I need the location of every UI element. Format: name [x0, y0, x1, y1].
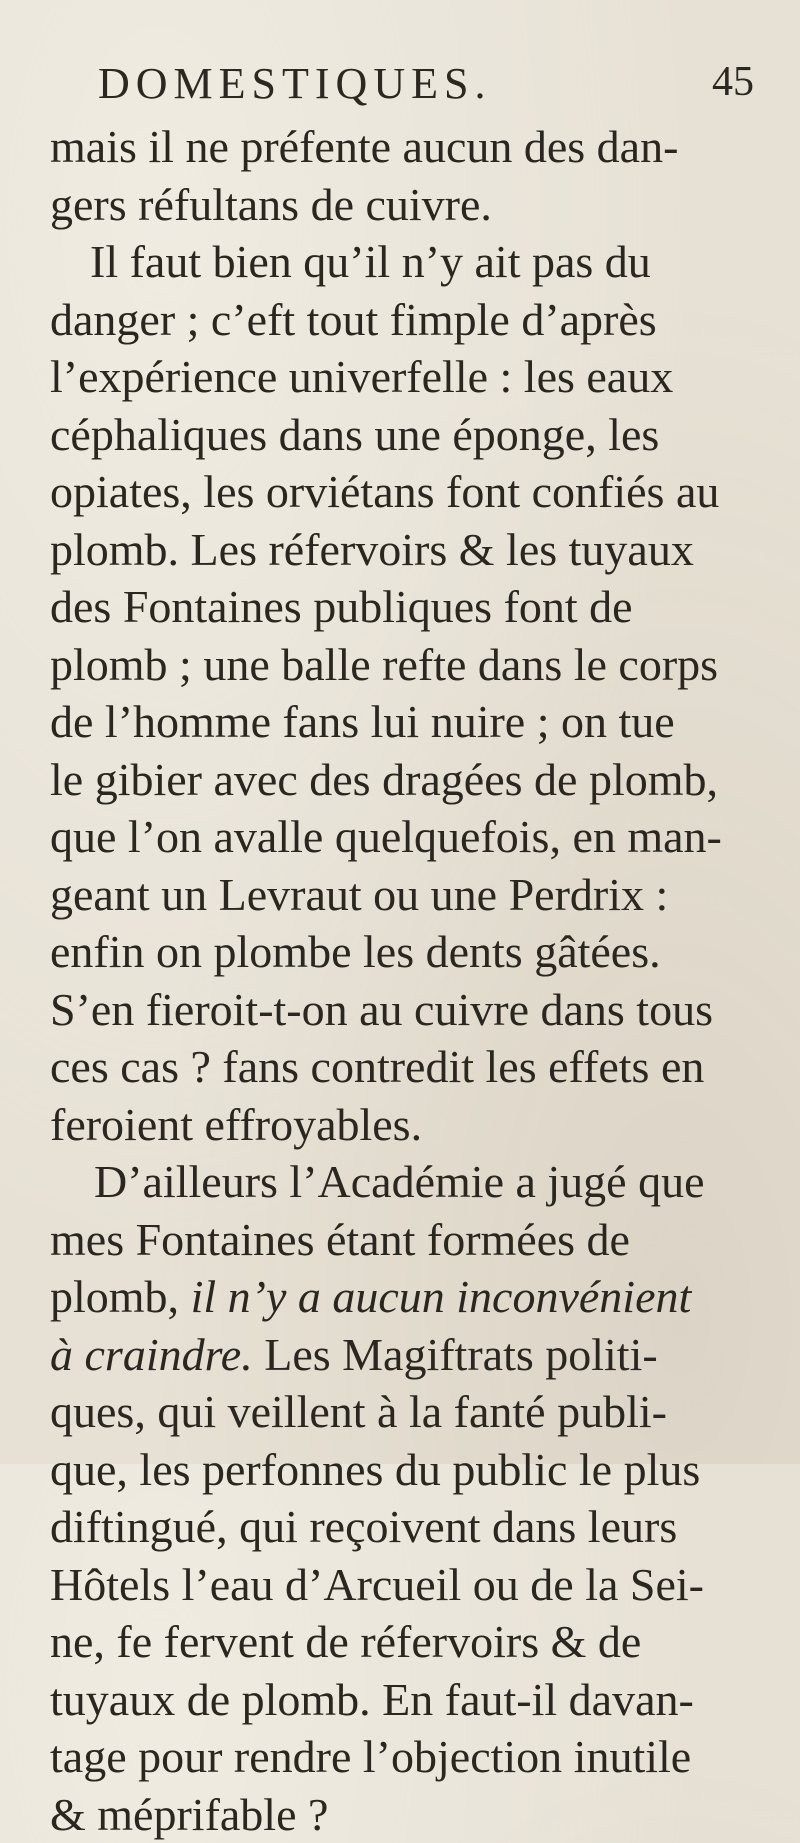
text-line: tuyaux de plomb. En faut-il davan-: [50, 1671, 764, 1729]
text-line: des Fontaines publiques font de: [50, 578, 764, 636]
text-line: feroient effroyables.: [50, 1096, 764, 1154]
text-line: Il faut bien qu’il n’y ait pas du: [50, 233, 764, 291]
italic-text: il n’y a aucun inconvénient: [191, 1271, 692, 1322]
roman-text: Les Magiftrats politi-: [253, 1329, 658, 1380]
text-line: tage pour rendre l’objection inutile: [50, 1728, 764, 1786]
text-line: & méprifable ?: [50, 1786, 764, 1843]
text-line: ne, fe fervent de réfervoirs & de: [50, 1613, 764, 1671]
text-line-mixed: [50, 1326, 764, 1384]
running-head-title: DOMESTIQUES.: [98, 58, 491, 109]
page-text: [50, 118, 764, 1843]
text-line: gers réfultans de cuivre.: [50, 176, 764, 234]
text-line: S’en fieroit-t-on au cuivre dans tous: [50, 981, 764, 1039]
running-head: [50, 58, 764, 118]
text-line-mixed: [50, 1268, 764, 1326]
text-line: que l’on avalle quelquefois, en man-: [50, 808, 764, 866]
text-line: plomb ; une balle refte dans le corps: [50, 636, 764, 694]
text-line: l’expérience univerfelle : les eaux: [50, 348, 764, 406]
text-line: ques, qui veillent à la fanté publi-: [50, 1383, 764, 1441]
text-line: de l’homme fans lui nuire ; on tue: [50, 693, 764, 751]
text-line: D’ailleurs l’Académie a jugé que: [50, 1153, 764, 1211]
text-line: geant un Levraut ou une Perdrix :: [50, 866, 764, 924]
text-line: le gibier avec des dragées de plomb,: [50, 751, 764, 809]
text-line: mes Fontaines étant formées de: [50, 1211, 764, 1269]
text-line: diftingué, qui reçoivent dans leurs: [50, 1498, 764, 1556]
text-line: enfin on plombe les dents gâtées.: [50, 923, 764, 981]
page-number: 45: [712, 58, 754, 106]
italic-text: à craindre.: [50, 1329, 253, 1380]
text-line: ces cas ? fans contredit les effets en: [50, 1038, 764, 1096]
roman-text: plomb,: [50, 1271, 191, 1322]
text-line: danger ; c’eft tout fimple d’après: [50, 291, 764, 349]
text-line: plomb. Les réfervoirs & les tuyaux: [50, 521, 764, 579]
text-line: opiates, les orviétans font confiés au: [50, 463, 764, 521]
text-line: mais il ne préfente aucun des dan-: [50, 118, 764, 176]
text-line: Hôtels l’eau d’Arcueil ou de la Sei-: [50, 1556, 764, 1614]
text-line: céphaliques dans une éponge, les: [50, 406, 764, 464]
text-line: que, les perfonnes du public le plus: [50, 1441, 764, 1499]
